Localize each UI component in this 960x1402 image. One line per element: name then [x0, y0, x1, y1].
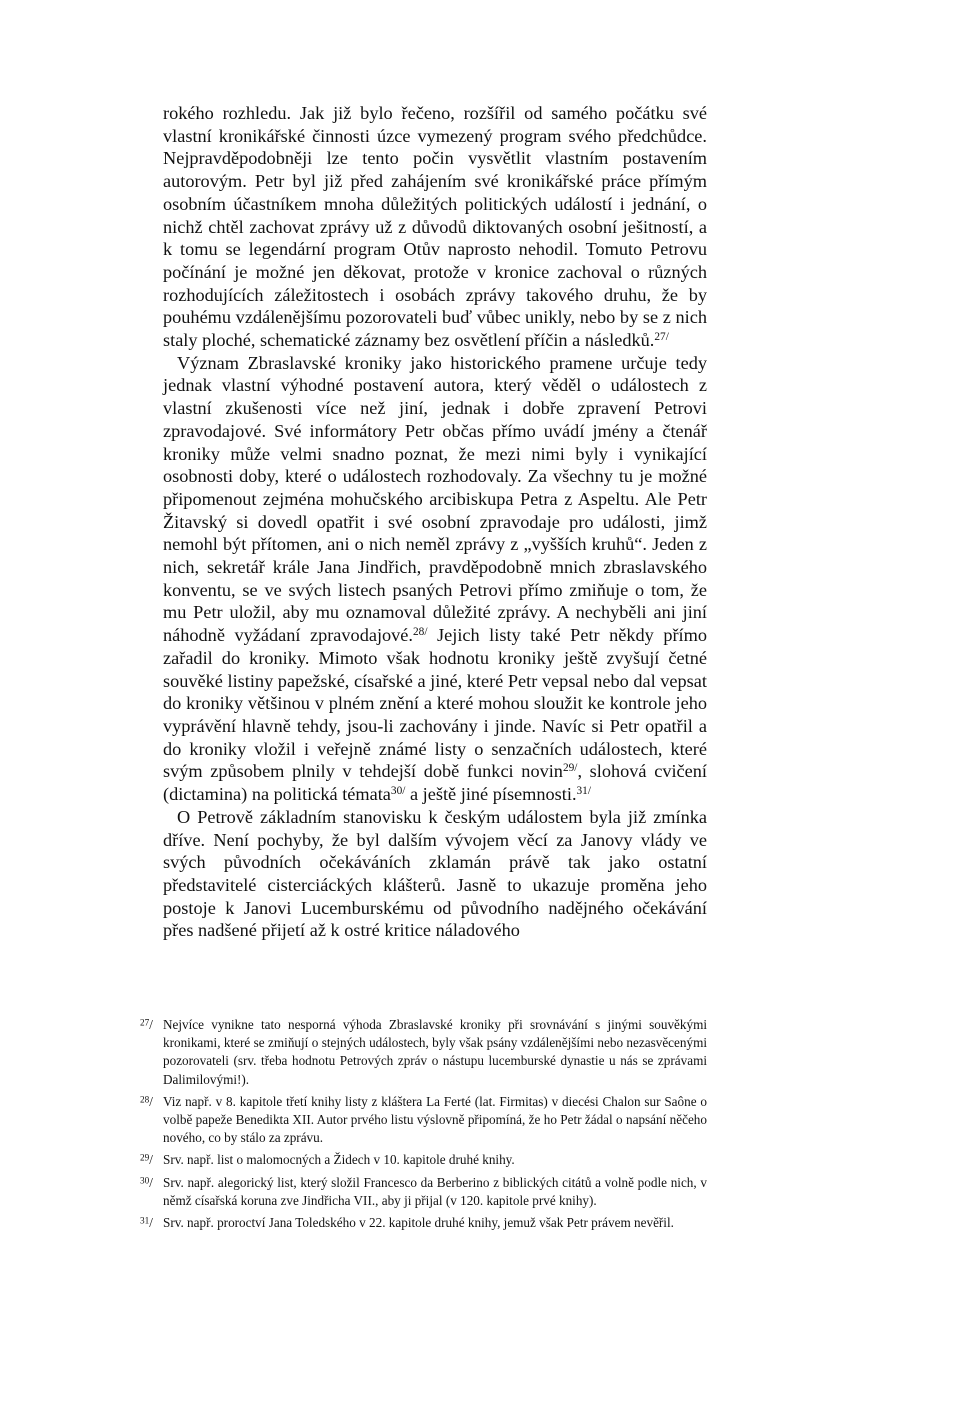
footnote-text: Nejvíce vynikne tato nesporná výhoda Zbraslavské kroniky při srovnávání s jinými souvěkými kronikami, které se zmiňují o stejných událostech, byly však psány vzdálenějšími nebo nezasvěcenými pozorovateli (srv. třeba hodnotu Petrových zpráv o nástupu lucemburské dynastie u nás se zprávami Dalimilovými!).	[163, 1017, 707, 1087]
paragraph-text: Jejich listy také Petr někdy přímo zařadil do kroniky. Mimoto však hodnotu kroniky ještě zvyšují četné souvěké listiny papežské, císařské a jiné, které Petr vepsal nebo dal vepsat do kroniky většinou v plném znění a které mohou sloužit ke kontrole jeho vyprávění hlavně tehdy, jsou-li zachovány i jinde. Navíc si Petr opatřil a do kroniky vložil i veřejně známé listy o senzačních událostech, které svým způsobem plnily v tehdejší době funkci novin	[163, 625, 707, 782]
footnote-text: Viz např. v 8. kapitole třetí knihy listy z kláštera La Ferté (lat. Firmitas) v diecési Chalon sur Saône o volbě papeže Benedikta XII. Autor prvého listu výslovně připomíná, že ho Petr žádal o napsání něčeho nového, co by stálo za zprávu.	[163, 1093, 707, 1146]
footnote-text: Srv. např. list o malomocných a Židech v 10. kapitole druhé knihy.	[163, 1152, 515, 1168]
footnote	[140, 1093, 707, 1148]
paragraph	[163, 806, 707, 942]
paragraph-text: a ještě jiné písemnosti.	[409, 784, 577, 805]
paragraph	[163, 102, 707, 352]
footnote-number: $^{27}$/	[140, 1017, 153, 1032]
footnote-number: $^{28}$/	[140, 1093, 153, 1109]
footnote-ref: 30/	[390, 784, 406, 797]
footnote	[140, 1174, 707, 1210]
footnote-ref: 31/	[576, 784, 591, 797]
footnote-number: $^{30}$/	[140, 1174, 153, 1190]
paragraph	[163, 352, 707, 806]
footnote-text: Srv. např. proroctví Jana Toledského v 22. kapitole druhé knihy, jemuž však Petr právem nevěřil.	[163, 1215, 674, 1231]
footnote-ref: 27/	[654, 330, 669, 343]
paragraph-text: , slohová cvičení (dictamina) na politická témata	[163, 761, 707, 805]
footnote	[140, 1151, 707, 1169]
footnote-text: Srv. např. alegorický list, který složil Francesco da Berberino z biblických citátů a volně podle nich, v němž císařská koruna zve Jindřicha VII., aby ji přijal (v 120. kapitole prvé knihy).	[163, 1174, 707, 1208]
footnote	[140, 1016, 707, 1089]
footnote	[140, 1214, 707, 1232]
footnote-number: $^{29}$/	[140, 1152, 153, 1168]
paragraph-text: O Petrově základním stanovisku k českým událostem byla již zmínka dříve. Není pochyby, že byl dalším vývojem věcí za Janovy vlády ve svých původních očekáváních zklamán právě tak jako ostatní představitelé cisterciáckých klášterů. Jasně to ukazuje proměna jeho postoje k Janovi Lucemburskému od původního nadějného očekávání přes nadšené přijetí až k ostré kritice náladového	[163, 806, 707, 941]
main-text	[163, 102, 707, 942]
footnote-ref: 28/	[413, 625, 428, 638]
footnotes	[140, 1016, 707, 1236]
paragraph-text: rokého rozhledu. Jak již bylo řečeno, rozšířil od samého počátku své vlastní kronikářské činnosti úzce vymezený program svého předchůdce. Nejpravděpodobněji lze tento počin vysvětlit vlastním postavením autorovým. Petr byl již před zahájením své kronikářské práce přímým osobním účastníkem mnoha důležitých politických událostí i jednání, o nichž chtěl zachovat zprávy už z důvodů diktovaných osobní ješitností, a k tomu se legendární program Otův naprosto nehodil. Tomuto Petrovu počínání je možné jen děkovat, protože v kronice zachoval o různých rozhodujících záležitostech i osobách zprávy takového druhu, že by pouhému vzdálenějšímu pozorovateli buď vůbec unikly, nebo by se z nich staly ploché, schematické záznamy bez osvětlení příčin a následků.	[163, 103, 707, 351]
footnote-number: $^{31}$/	[140, 1215, 153, 1231]
paragraph-text: Význam Zbraslavské kroniky jako historického pramene určuje tedy jednak vlastní výhodné postavení autora, který věděl o událostech z vlastní zkušenosti více než jiní, jednak i dobře zpravení Petrovi zpravodajové. Své informátory Petr občas přímo uvádí jmény a čtenář kroniky může velmi snadno poznat, že mezi nimi byly i vynikající osobnosti doby, které o událostech rozhodovaly. Za všechny tu je možné připomenout zejména mohučského arcibiskupa Petra z Aspeltu. Ale Petr Žitavský si dovedl opatřit i své osobní zpravodaje pro události, jimž nemohl být přítomen, ani o nich neměl zprávy z „vyšších kruhů“. Jeden z nich, sekretář krále Jana Jindřich, pravděpodobně mnich zbraslavského konventu, se ve svých listech psaných Petrovi přímo zmiňuje o tom, že mu Petr uložil, aby mu oznamoval důležité zprávy. A nechyběli ani jiní náhodně vyžádaní zpravodajové.	[163, 352, 707, 646]
footnote-ref: 29/	[562, 762, 578, 775]
